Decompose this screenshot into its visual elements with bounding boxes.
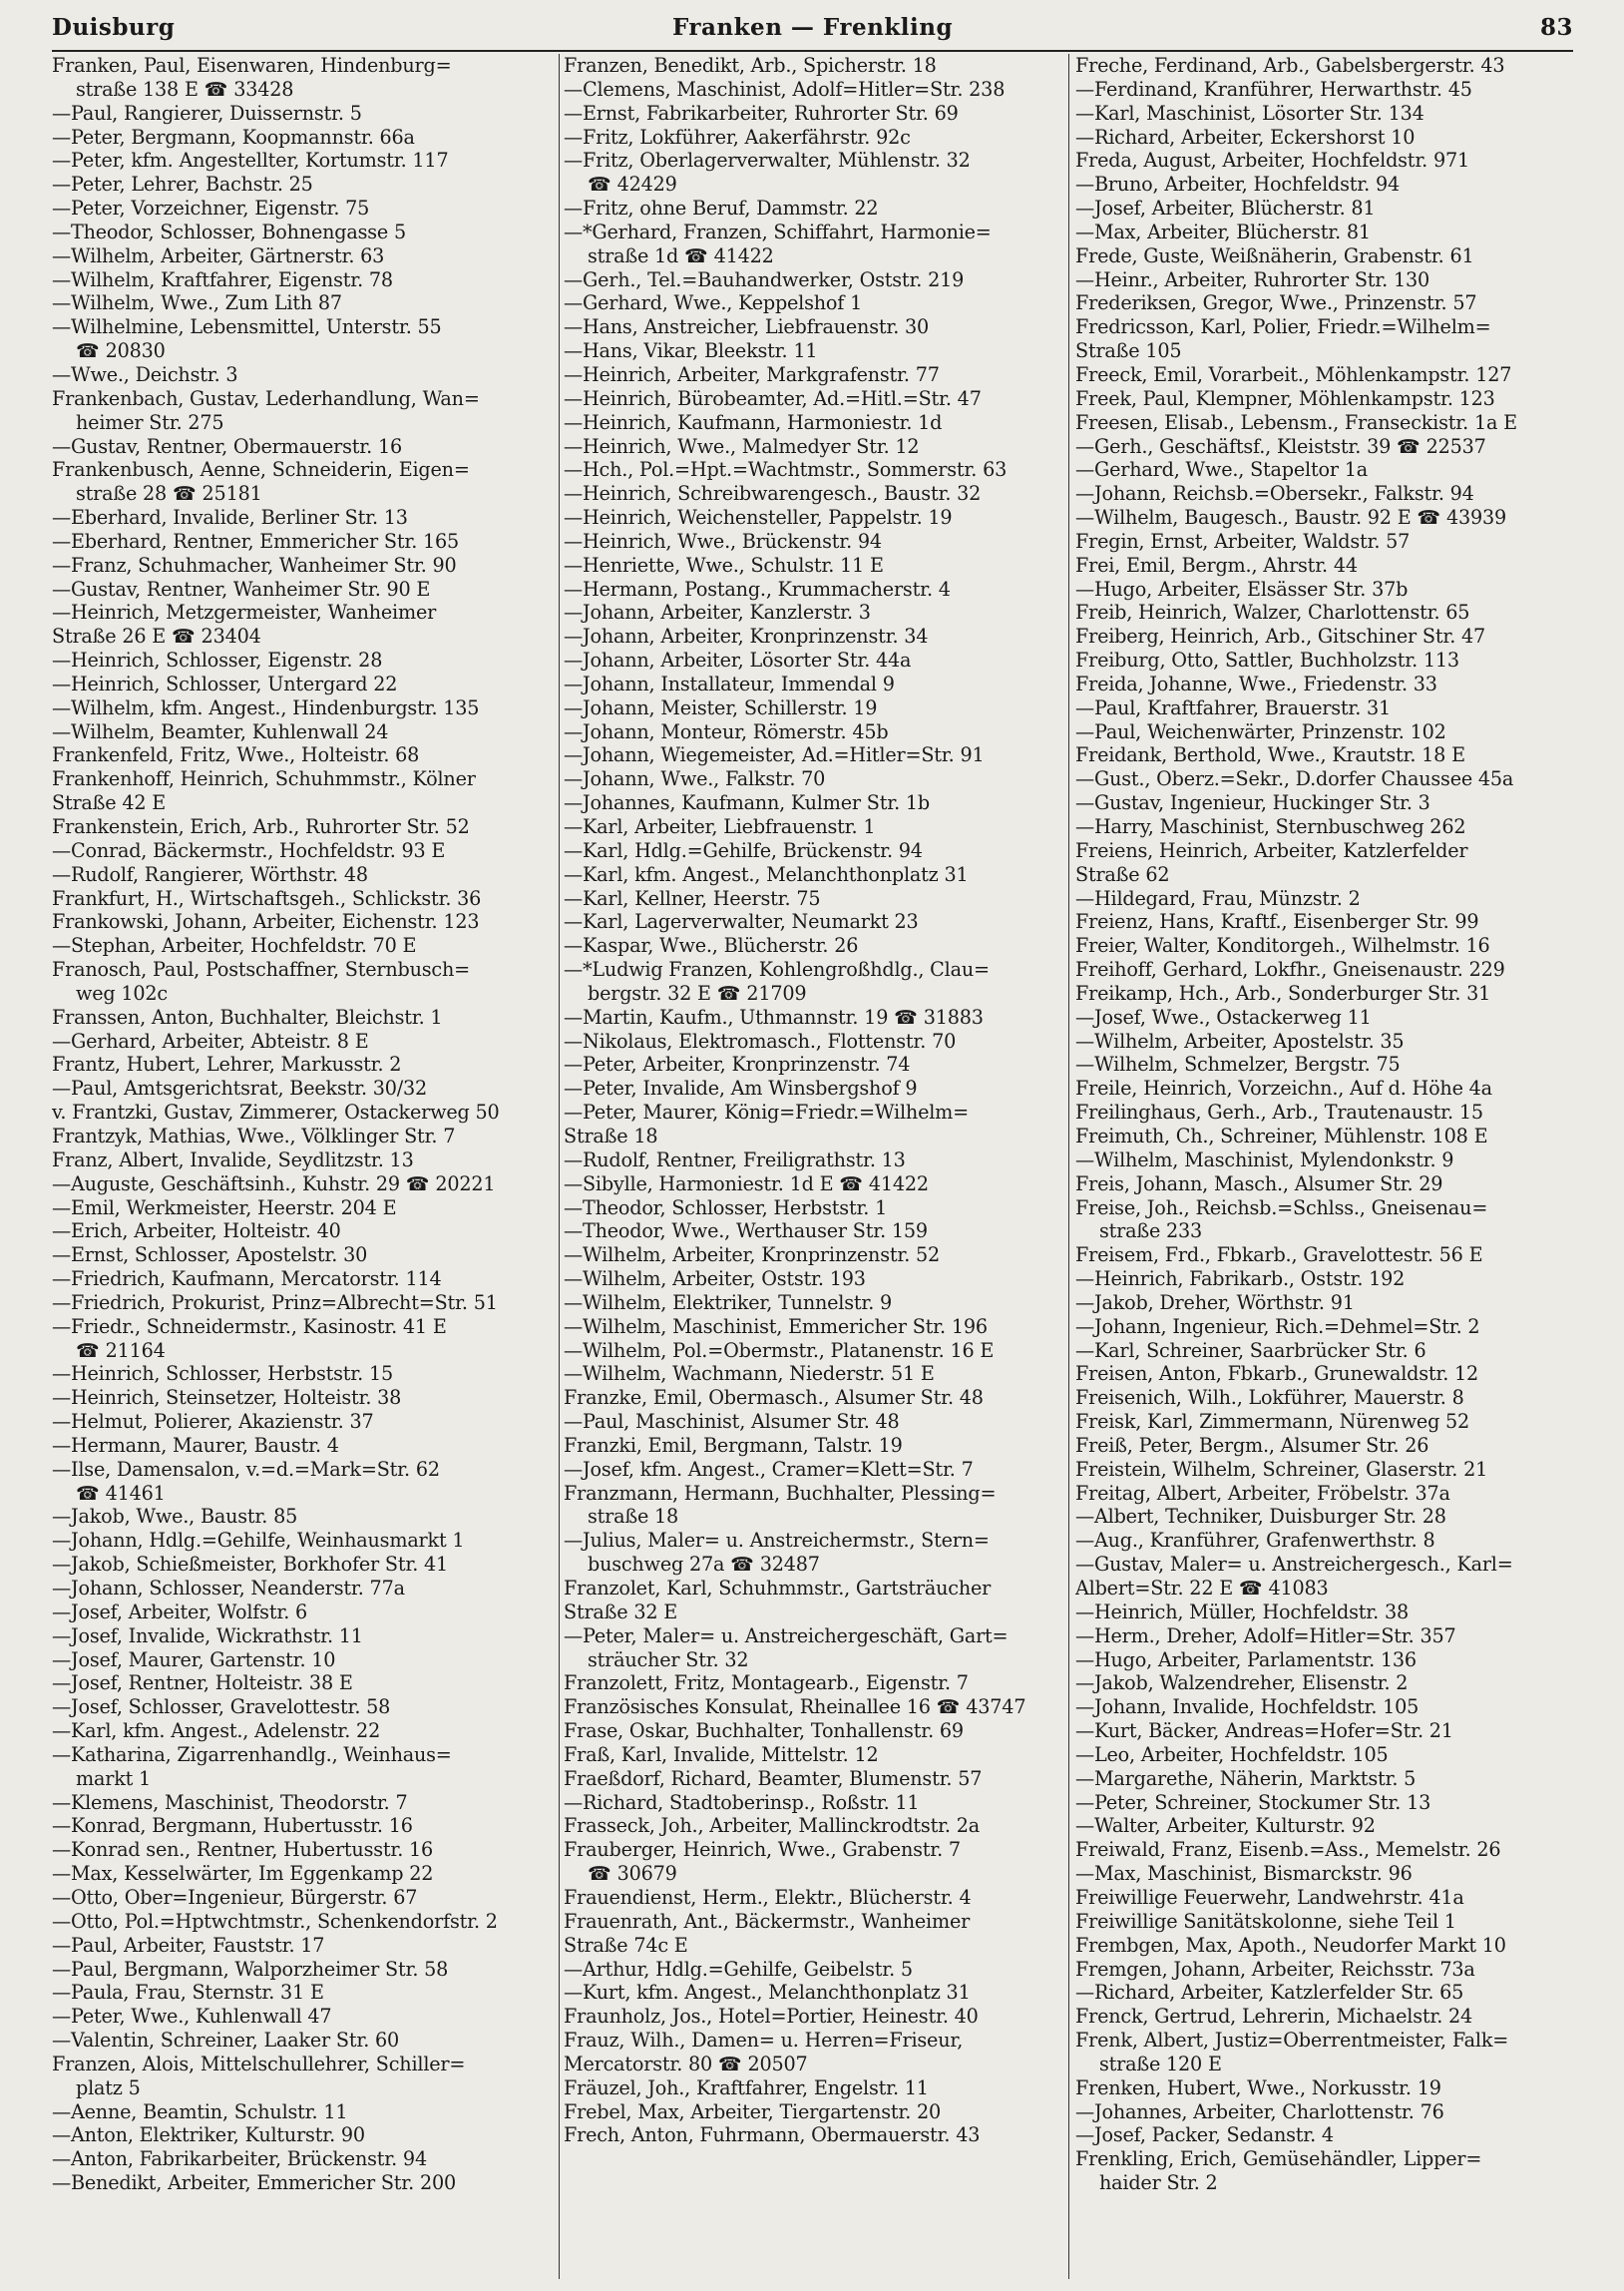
directory-entry-line: —Friedr., Schneidermstr., Kasinostr. 41 E: [52, 1314, 447, 1338]
directory-entry-line: —Theodor, Wwe., Werthauser Str. 159: [564, 1219, 928, 1243]
directory-entry-line: —Peter, kfm. Angestellter, Kortumstr. 117: [52, 149, 449, 173]
directory-entry-line: —Rudolf, Rangierer, Wörthstr. 48: [52, 862, 368, 886]
directory-entry-line: platz 5: [76, 2075, 141, 2099]
directory-entry-line: —Johann, Schlosser, Neanderstr. 77a: [52, 1577, 405, 1600]
directory-entry-line: Frenck, Gertrud, Lehrerin, Michaelstr. 24: [1075, 2005, 1473, 2029]
directory-entry-line: Freise, Joh., Reichsb.=Schlss., Gneisenau=: [1075, 1195, 1488, 1219]
directory-entry-line: —Richard, Stadtoberinsp., Roßstr. 11: [564, 1790, 920, 1814]
directory-entry-line: Frech, Anton, Fuhrmann, Obermauerstr. 43: [564, 2123, 981, 2147]
directory-entry-line: Franzki, Emil, Bergmann, Talstr. 19: [564, 1433, 903, 1457]
directory-column-2: [564, 54, 1062, 2279]
directory-entry-line: —Arthur, Hdlg.=Gehilfe, Geibelstr. 5: [564, 1957, 913, 1981]
directory-entry-line: —Karl, Lagerverwalter, Neumarkt 23: [564, 910, 919, 934]
directory-entry-line: —Hugo, Arbeiter, Elsässer Str. 37b: [1075, 577, 1409, 601]
directory-entry-line: —Peter, Invalide, Am Winsbergshof 9: [564, 1077, 918, 1101]
directory-entry-line: —Paul, Rangierer, Duissernstr. 5: [52, 101, 362, 125]
directory-entry-line: —Hermann, Maurer, Baustr. 4: [52, 1433, 339, 1457]
directory-entry-line: Frankenbach, Gustav, Lederhandlung, Wan=: [52, 386, 480, 410]
directory-entry-line: Freikamp, Hch., Arb., Sonderburger Str. 31: [1075, 981, 1491, 1005]
directory-entry-line: Straße 18: [564, 1124, 658, 1147]
directory-entry-line: —Josef, Invalide, Wickrathstr. 11: [52, 1623, 363, 1647]
directory-entry-line: —Otto, Pol.=Hptwchtmstr., Schenkendorfstr. 2: [52, 1909, 498, 1933]
directory-entry-line: —Erich, Arbeiter, Holteistr. 40: [52, 1219, 341, 1243]
directory-entry-line: —Hans, Vikar, Bleekstr. 11: [564, 339, 818, 363]
directory-entry-line: —Fritz, Oberlagerverwalter, Mühlenstr. 32: [564, 149, 971, 173]
directory-entry-line: Frase, Oskar, Buchhalter, Tonhallenstr. 69: [564, 1719, 964, 1743]
directory-entry-line: —Franz, Schuhmacher, Wanheimer Str. 90: [52, 553, 457, 577]
directory-entry-line: —Martin, Kaufm., Uthmannstr. 19 ☎ 31883: [564, 1005, 984, 1029]
directory-entry-line: —Gustav, Rentner, Wanheimer Str. 90 E: [52, 577, 431, 601]
directory-entry-line: Freiburg, Otto, Sattler, Buchholzstr. 113: [1075, 649, 1459, 673]
directory-entry-line: Französisches Konsulat, Rheinallee 16 ☎ 43747: [564, 1695, 1026, 1719]
directory-entry-line: —Josef, Arbeiter, Wolfstr. 6: [52, 1600, 308, 1623]
directory-entry-line: —Ilse, Damensalon, v.=d.=Mark=Str. 62: [52, 1457, 440, 1481]
directory-entry-line: Frankenhoff, Heinrich, Schuhmmstr., Kölner: [52, 767, 476, 791]
directory-entry-line: —Wilhelm, Baugesch., Baustr. 92 E ☎ 43939: [1075, 506, 1507, 530]
directory-entry-line: Franssen, Anton, Buchhalter, Bleichstr. 1: [52, 1005, 443, 1029]
directory-entry-line: —Richard, Arbeiter, Katzlerfelder Str. 65: [1075, 1981, 1464, 2005]
directory-entry-line: —Karl, Schreiner, Saarbrücker Str. 6: [1075, 1338, 1426, 1362]
directory-entry-line: —Anton, Fabrikarbeiter, Brückenstr. 94: [52, 2147, 427, 2171]
directory-entry-line: —Josef, Schlosser, Gravelottestr. 58: [52, 1695, 391, 1719]
directory-entry-line: —Heinrich, Fabrikarb., Oststr. 192: [1075, 1267, 1406, 1291]
directory-entry-line: —Karl, kfm. Angest., Adelenstr. 22: [52, 1719, 381, 1743]
directory-entry-line: Frankenbusch, Aenne, Schneiderin, Eigen=: [52, 458, 470, 482]
directory-entry-line: —Peter, Maler= u. Anstreichergeschäft, Gart=: [564, 1623, 1009, 1647]
directory-entry-line: —Stephan, Arbeiter, Hochfeldstr. 70 E: [52, 934, 417, 958]
directory-entry-line: Freib, Heinrich, Walzer, Charlottenstr. 65: [1075, 601, 1470, 625]
directory-entry-line: Freeck, Emil, Vorarbeit., Möhlenkampstr. 127: [1075, 362, 1512, 386]
directory-entry-line: —Heinrich, Metzgermeister, Wanheimer: [52, 601, 437, 625]
directory-entry-line: straße 18: [588, 1505, 679, 1529]
directory-entry-line: —Kaspar, Wwe., Blücherstr. 26: [564, 934, 859, 958]
directory-entry-line: —Wilhelm, Wwe., Zum Lith 87: [52, 291, 342, 315]
directory-entry-line: —Johann, Meister, Schillerstr. 19: [564, 695, 878, 719]
directory-entry-line: —Wilhelm, Pol.=Obermstr., Platanenstr. 16 E: [564, 1338, 995, 1362]
directory-entry-line: —Heinrich, Schreibwarengesch., Baustr. 32: [564, 482, 982, 506]
directory-entry-line: Frei, Emil, Bergm., Ahrstr. 44: [1075, 553, 1358, 577]
directory-entry-line: —Paul, Arbeiter, Fauststr. 17: [52, 1933, 325, 1957]
directory-entry-line: —Heinrich, Weichensteller, Pappelstr. 19: [564, 506, 953, 530]
directory-entry-line: —Wilhelm, Beamter, Kuhlenwall 24: [52, 719, 389, 743]
directory-entry-line: —Heinrich, Wwe., Malmedyer Str. 12: [564, 434, 920, 458]
directory-entry-line: Frankowski, Johann, Arbeiter, Eichenstr. 123: [52, 910, 480, 934]
directory-entry-line: —Josef, Rentner, Holteistr. 38 E: [52, 1671, 353, 1695]
directory-entry-line: —Johann, Installateur, Immendal 9: [564, 672, 895, 695]
directory-entry-line: —Auguste, Geschäftsinh., Kuhstr. 29 ☎ 20221: [52, 1171, 496, 1195]
directory-entry-line: Freiwillige Sanitätskolonne, siehe Teil 1: [1075, 1909, 1456, 1933]
directory-entry-line: ☎ 42429: [588, 173, 677, 197]
directory-entry-line: —Wilhelmine, Lebensmittel, Unterstr. 55: [52, 315, 442, 339]
directory-entry-line: buschweg 27a ☎ 32487: [588, 1553, 820, 1577]
directory-entry-line: —Johann, Reichsb.=Obersekr., Falkstr. 94: [1075, 482, 1474, 506]
directory-entry-line: —Heinrich, Schlosser, Untergard 22: [52, 672, 398, 695]
directory-entry-line: —Heinr., Arbeiter, Ruhrorter Str. 130: [1075, 267, 1429, 291]
directory-entry-line: sträucher Str. 32: [588, 1647, 749, 1671]
directory-entry-line: Franzen, Benedikt, Arb., Spicherstr. 18: [564, 54, 937, 77]
directory-entry-line: ☎ 41461: [76, 1481, 166, 1505]
directory-entry-line: —Nikolaus, Elektromasch., Flottenstr. 70: [564, 1029, 957, 1053]
directory-entry-line: —*Gerhard, Franzen, Schiffahrt, Harmonie=: [564, 220, 992, 243]
directory-entry-line: —Johann, Wwe., Falkstr. 70: [564, 767, 826, 791]
directory-entry-line: Franzolett, Fritz, Montagearb., Eigenstr. 7: [564, 1671, 969, 1695]
directory-entry-line: —Heinrich, Bürobeamter, Ad.=Hitl.=Str. 47: [564, 386, 982, 410]
directory-entry-line: Straße 42 E: [52, 791, 167, 815]
directory-entry-line: —Hildegard, Frau, Münzstr. 2: [1075, 886, 1361, 910]
directory-entry-line: —Herm., Dreher, Adolf=Hitler=Str. 357: [1075, 1623, 1456, 1647]
directory-entry-line: ☎ 20830: [76, 339, 166, 363]
directory-entry-line: straße 138 E ☎ 33428: [76, 77, 294, 101]
directory-entry-line: —Wilhelm, Arbeiter, Apostelstr. 35: [1075, 1029, 1405, 1053]
directory-entry-line: —Henriette, Wwe., Schulstr. 11 E: [564, 553, 884, 577]
directory-entry-line: Frankenstein, Erich, Arb., Ruhrorter Str. 52: [52, 815, 470, 838]
directory-entry-line: Franz, Albert, Invalide, Seydlitzstr. 13: [52, 1147, 414, 1171]
directory-entry-line: —Josef, Arbeiter, Blücherstr. 81: [1075, 197, 1376, 221]
directory-entry-line: —Paul, Amtsgerichtsrat, Beekstr. 30/32: [52, 1077, 428, 1101]
directory-entry-line: —Jakob, Schießmeister, Borkhofer Str. 41: [52, 1553, 449, 1577]
directory-entry-line: —Heinrich, Müller, Hochfeldstr. 38: [1075, 1600, 1409, 1623]
directory-entry-line: —Gust., Oberz.=Sekr., D.dorfer Chaussee 45a: [1075, 767, 1514, 791]
directory-entry-line: Franzen, Alois, Mittelschullehrer, Schiller=: [52, 2052, 466, 2075]
directory-entry-line: —Albert, Techniker, Duisburger Str. 28: [1075, 1505, 1446, 1529]
directory-entry-line: Freistein, Wilhelm, Schreiner, Glaserstr. 21: [1075, 1457, 1488, 1481]
directory-entry-line: bergstr. 32 E ☎ 21709: [588, 981, 807, 1005]
directory-entry-line: —Paula, Frau, Sternstr. 31 E: [52, 1981, 324, 2005]
directory-entry-line: —Hugo, Arbeiter, Parlamentstr. 136: [1075, 1647, 1417, 1671]
directory-column-3: [1075, 54, 1574, 2279]
directory-entry-line: —Gerhard, Wwe., Keppelshof 1: [564, 291, 863, 315]
directory-entry-line: —Eberhard, Invalide, Berliner Str. 13: [52, 506, 408, 530]
directory-entry-line: Freiwillige Feuerwehr, Landwehrstr. 41a: [1075, 1885, 1464, 1909]
directory-entry-line: —Heinrich, Steinsetzer, Holteistr. 38: [52, 1386, 402, 1410]
directory-entry-line: —Karl, Maschinist, Lösorter Str. 134: [1075, 101, 1424, 125]
directory-entry-line: Fraunholz, Jos., Hotel=Portier, Heinestr. 40: [564, 2005, 979, 2029]
directory-entry-line: —Wilhelm, Elektriker, Tunnelstr. 9: [564, 1290, 893, 1314]
directory-entry-line: —Josef, Maurer, Gartenstr. 10: [52, 1647, 336, 1671]
directory-entry-line: Freisk, Karl, Zimmermann, Nürenweg 52: [1075, 1410, 1470, 1434]
directory-entry-line: Freilinghaus, Gerh., Arb., Trautenaustr. 15: [1075, 1101, 1483, 1125]
directory-entry-line: —Richard, Arbeiter, Eckershorst 10: [1075, 125, 1416, 149]
directory-entry-line: Freiwald, Franz, Eisenb.=Ass., Memelstr. 26: [1075, 1838, 1501, 1862]
directory-entry-line: heimer Str. 275: [76, 410, 224, 434]
directory-entry-line: ☎ 21164: [76, 1338, 166, 1362]
directory-entry-line: —Johann, Arbeiter, Kronprinzenstr. 34: [564, 625, 929, 649]
directory-entry-line: ☎ 30679: [588, 1862, 677, 1886]
directory-entry-line: Frauberger, Heinrich, Wwe., Grabenstr. 7: [564, 1838, 961, 1862]
directory-entry-line: —Helmut, Polierer, Akazienstr. 37: [52, 1410, 374, 1434]
directory-entry-line: Fraß, Karl, Invalide, Mittelstr. 12: [564, 1742, 879, 1766]
directory-entry-line: —Kurt, Bäcker, Andreas=Hofer=Str. 21: [1075, 1719, 1453, 1743]
directory-entry-line: —Rudolf, Rentner, Freiligrathstr. 13: [564, 1147, 906, 1171]
directory-entry-line: Franzmann, Hermann, Buchhalter, Plessing=: [564, 1481, 997, 1505]
directory-entry-line: —Jakob, Walzendreher, Elisenstr. 2: [1075, 1671, 1409, 1695]
directory-entry-line: —Hch., Pol.=Hpt.=Wachtmstr., Sommerstr. 63: [564, 458, 1008, 482]
directory-entry-line: —Peter, Wwe., Kuhlenwall 47: [52, 2005, 332, 2029]
header-name-range: Franken — Frenkling: [671, 14, 954, 41]
directory-entry-line: —Paul, Bergmann, Walporzheimer Str. 58: [52, 1957, 449, 1981]
directory-entry-line: —Johannes, Kaufmann, Kulmer Str. 1b: [564, 791, 930, 815]
directory-entry-line: —Heinrich, Kaufmann, Harmoniestr. 1d: [564, 410, 943, 434]
directory-entry-line: Frederiksen, Gregor, Wwe., Prinzenstr. 57: [1075, 291, 1477, 315]
page-header: [52, 6, 1573, 52]
directory-entry-line: Freesen, Elisab., Lebensm., Franseckistr. 1a E: [1075, 410, 1517, 434]
directory-entry-line: Frankfurt, H., Wirtschaftsgeh., Schlickstr. 36: [52, 886, 482, 910]
directory-entry-line: Fraeßdorf, Richard, Beamter, Blumenstr. 57: [564, 1766, 983, 1790]
directory-entry-line: Straße 105: [1075, 339, 1182, 363]
directory-entry-line: —Ernst, Fabrikarbeiter, Ruhrorter Str. 69: [564, 101, 959, 125]
directory-entry-line: —Walter, Arbeiter, Kulturstr. 92: [1075, 1814, 1376, 1838]
directory-entry-line: —Heinrich, Schlosser, Herbststr. 15: [52, 1362, 393, 1386]
directory-entry-line: Freiberg, Heinrich, Arb., Gitschiner Str. 47: [1075, 625, 1486, 649]
directory-entry-line: —Jakob, Wwe., Baustr. 85: [52, 1505, 298, 1529]
directory-entry-line: Freis, Johann, Masch., Alsumer Str. 29: [1075, 1171, 1443, 1195]
directory-entry-line: Franosch, Paul, Postschaffner, Sternbusch=: [52, 958, 470, 982]
directory-entry-line: —Gerhard, Wwe., Stapeltor 1a: [1075, 458, 1368, 482]
directory-entry-line: —Max, Kesselwärter, Im Eggenkamp 22: [52, 1862, 434, 1886]
directory-entry-line: v. Frantzki, Gustav, Zimmerer, Ostackerweg 50: [52, 1101, 500, 1125]
directory-entry-line: —Jakob, Dreher, Wörthstr. 91: [1075, 1290, 1355, 1314]
directory-entry-line: Fremgen, Johann, Arbeiter, Reichsstr. 73a: [1075, 1957, 1475, 1981]
directory-entry-line: —Paul, Maschinist, Alsumer Str. 48: [564, 1410, 900, 1434]
directory-entry-line: Frebel, Max, Arbeiter, Tiergartenstr. 20: [564, 2099, 942, 2123]
directory-entry-line: —Paul, Weichenwärter, Prinzenstr. 102: [1075, 719, 1446, 743]
directory-entry-line: —Wwe., Deichstr. 3: [52, 362, 238, 386]
directory-entry-line: —Konrad, Bergmann, Hubertusstr. 16: [52, 1814, 413, 1838]
directory-entry-line: Freisem, Frd., Fbkarb., Gravelottestr. 56 E: [1075, 1243, 1483, 1267]
directory-entry-line: Freiens, Heinrich, Arbeiter, Katzlerfelder: [1075, 838, 1468, 862]
directory-entry-line: —Wilhelm, Arbeiter, Gärtnerstr. 63: [52, 243, 385, 267]
directory-entry-line: —Fritz, ohne Beruf, Dammstr. 22: [564, 197, 879, 221]
directory-entry-line: Freisen, Anton, Fbkarb., Grunewaldstr. 12: [1075, 1362, 1479, 1386]
directory-entry-line: —Kurt, kfm. Angest., Melanchthonplatz 31: [564, 1981, 971, 2005]
directory-entry-line: —Bruno, Arbeiter, Hochfeldstr. 94: [1075, 173, 1400, 197]
directory-column-1: [52, 54, 559, 2279]
directory-entry-line: Frauenrath, Ant., Bäckermstr., Wanheimer: [564, 1909, 971, 1933]
directory-entry-line: Freile, Heinrich, Vorzeichn., Auf d. Höhe 4a: [1075, 1077, 1492, 1101]
directory-entry-line: —Josef, Wwe., Ostackerweg 11: [1075, 1005, 1372, 1029]
directory-entry-line: —Theodor, Schlosser, Herbststr. 1: [564, 1195, 888, 1219]
directory-entry-line: haider Str. 2: [1099, 2171, 1218, 2195]
directory-entry-line: Freche, Ferdinand, Arb., Gabelsbergerstr. 43: [1075, 54, 1505, 77]
directory-entry-line: —Johann, Arbeiter, Kanzlerstr. 3: [564, 601, 871, 625]
directory-entry-line: —Emil, Werkmeister, Heerstr. 204 E: [52, 1195, 397, 1219]
directory-entry-line: —Gustav, Ingenieur, Huckinger Str. 3: [1075, 791, 1430, 815]
directory-entry-line: —Johann, Invalide, Hochfeldstr. 105: [1075, 1695, 1420, 1719]
directory-entry-line: —Conrad, Bäckermstr., Hochfeldstr. 93 E: [52, 838, 446, 862]
directory-entry-line: markt 1: [76, 1766, 152, 1790]
directory-entry-line: —Johann, Wiegemeister, Ad.=Hitler=Str. 91: [564, 743, 985, 767]
directory-entry-line: —Benedikt, Arbeiter, Emmericher Str. 200: [52, 2171, 456, 2195]
directory-entry-line: —Gustav, Maler= u. Anstreichergesch., Karl=: [1075, 1553, 1513, 1577]
directory-entry-line: Frauz, Wilh., Damen= u. Herren=Friseur,: [564, 2029, 964, 2053]
directory-entry-line: Straße 26 E ☎ 23404: [52, 625, 261, 649]
directory-entry-line: Freisenich, Wilh., Lokführer, Mauerstr. 8: [1075, 1386, 1464, 1410]
directory-entry-line: Straße 74c E: [564, 1933, 688, 1957]
directory-entry-line: —Heinrich, Arbeiter, Markgrafenstr. 77: [564, 362, 940, 386]
directory-entry-line: —Peter, Lehrer, Bachstr. 25: [52, 173, 313, 197]
directory-entry-line: —Wilhelm, Arbeiter, Oststr. 193: [564, 1267, 866, 1291]
directory-entry-line: —Hermann, Postang., Krummacherstr. 4: [564, 577, 951, 601]
directory-entry-line: —Max, Arbeiter, Blücherstr. 81: [1075, 220, 1371, 243]
directory-entry-line: —Wilhelm, Schmelzer, Bergstr. 75: [1075, 1053, 1401, 1077]
directory-entry-line: —Konrad sen., Rentner, Hubertusstr. 16: [52, 1838, 434, 1862]
directory-entry-line: Frede, Guste, Weißnäherin, Grabenstr. 61: [1075, 243, 1474, 267]
directory-entry-line: Freida, Johanne, Wwe., Friedenstr. 33: [1075, 672, 1437, 695]
directory-entry-line: —Hans, Anstreicher, Liebfrauenstr. 30: [564, 315, 930, 339]
directory-entry-line: Freier, Walter, Konditorgeh., Wilhelmstr. 16: [1075, 934, 1490, 958]
directory-entry-line: Fräuzel, Joh., Kraftfahrer, Engelstr. 11: [564, 2075, 929, 2099]
directory-entry-line: Frembgen, Max, Apoth., Neudorfer Markt 10: [1075, 1933, 1506, 1957]
directory-entry-line: —Anton, Elektriker, Kulturstr. 90: [52, 2123, 365, 2147]
directory-entry-line: —Wilhelm, Kraftfahrer, Eigenstr. 78: [52, 267, 393, 291]
directory-entry-line: Freiß, Peter, Bergm., Alsumer Str. 26: [1075, 1433, 1429, 1457]
directory-entry-line: —Karl, kfm. Angest., Melanchthonplatz 31: [564, 862, 969, 886]
directory-entry-line: —Karl, Hdlg.=Gehilfe, Brückenstr. 94: [564, 838, 923, 862]
directory-entry-line: —Wilhelm, Wachmann, Niederstr. 51 E: [564, 1362, 935, 1386]
directory-entry-line: —Wilhelm, Maschinist, Mylendonkstr. 9: [1075, 1147, 1454, 1171]
directory-entry-line: —Wilhelm, Maschinist, Emmericher Str. 196: [564, 1314, 988, 1338]
directory-entry-line: Franken, Paul, Eisenwaren, Hindenburg=: [52, 54, 452, 77]
directory-entry-line: —Aug., Kranführer, Grafenwerthstr. 8: [1075, 1529, 1435, 1553]
directory-entry-line: —Margarethe, Näherin, Marktstr. 5: [1075, 1766, 1417, 1790]
directory-entry-line: —Josef, kfm. Angest., Cramer=Klett=Str. 7: [564, 1457, 974, 1481]
directory-entry-line: Freihoff, Gerhard, Lokfhr., Gneisenaustr. 229: [1075, 958, 1505, 982]
directory-entry-line: —Peter, Vorzeichner, Eigenstr. 75: [52, 197, 370, 221]
directory-entry-line: —Heinrich, Schlosser, Eigenstr. 28: [52, 649, 383, 673]
directory-entry-line: —Gustav, Rentner, Obermauerstr. 16: [52, 434, 402, 458]
directory-entry-line: —Klemens, Maschinist, Theodorstr. 7: [52, 1790, 408, 1814]
directory-entry-line: —Gerh., Geschäftsf., Kleiststr. 39 ☎ 22537: [1075, 434, 1486, 458]
directory-entry-line: —Johann, Hdlg.=Gehilfe, Weinhausmarkt 1: [52, 1529, 465, 1553]
directory-entry-line: Albert=Str. 22 E ☎ 41083: [1075, 1577, 1329, 1600]
directory-entry-line: —Sibylle, Harmoniestr. 1d E ☎ 41422: [564, 1171, 929, 1195]
directory-entry-line: Franzke, Emil, Obermasch., Alsumer Str. 48: [564, 1386, 984, 1410]
directory-entry-line: —Josef, Packer, Sedanstr. 4: [1075, 2123, 1334, 2147]
directory-entry-line: —Friedrich, Prokurist, Prinz=Albrecht=Str. 51: [52, 1290, 498, 1314]
directory-entry-line: Freienz, Hans, Kraftf., Eisenberger Str. 99: [1075, 910, 1479, 934]
directory-entry-line: —Johannes, Arbeiter, Charlottenstr. 76: [1075, 2099, 1444, 2123]
column-divider: [559, 54, 560, 2279]
directory-entry-line: Frantzyk, Mathias, Wwe., Völklinger Str. 7: [52, 1124, 456, 1147]
directory-entry-line: —Paul, Kraftfahrer, Brauerstr. 31: [1075, 695, 1392, 719]
directory-entry-line: —Wilhelm, kfm. Angest., Hindenburgstr. 135: [52, 695, 480, 719]
directory-entry-line: Frantz, Hubert, Lehrer, Markusstr. 2: [52, 1053, 402, 1077]
directory-entry-line: —Friedrich, Kaufmann, Mercatorstr. 114: [52, 1267, 442, 1291]
directory-entry-line: —Fritz, Lokführer, Aakerfährstr. 92c: [564, 125, 911, 149]
directory-entry-line: —Heinrich, Wwe., Brückenstr. 94: [564, 529, 882, 553]
page-number: 83: [1539, 14, 1573, 41]
directory-entry-line: —Otto, Ober=Ingenieur, Bürgerstr. 67: [52, 1885, 418, 1909]
directory-entry-line: —Karl, Kellner, Heerstr. 75: [564, 886, 821, 910]
directory-entry-line: Freda, August, Arbeiter, Hochfeldstr. 971: [1075, 149, 1470, 173]
directory-entry-line: —Ferdinand, Kranführer, Herwarthstr. 45: [1075, 77, 1472, 101]
directory-entry-line: Freitag, Albert, Arbeiter, Fröbelstr. 37a: [1075, 1481, 1450, 1505]
directory-entry-line: weg 102c: [76, 981, 168, 1005]
directory-entry-line: —Eberhard, Rentner, Emmericher Str. 165: [52, 529, 460, 553]
directory-entry-line: —Ernst, Schlosser, Apostelstr. 30: [52, 1243, 368, 1267]
directory-entry-line: Franzolet, Karl, Schuhmmstr., Gartsträucher: [564, 1577, 992, 1600]
directory-entry-line: Frauendienst, Herm., Elektr., Blücherstr. 4: [564, 1885, 972, 1909]
directory-entry-line: —Karl, Arbeiter, Liebfrauenstr. 1: [564, 815, 876, 838]
directory-entry-line: straße 120 E: [1099, 2052, 1222, 2075]
directory-entry-line: —Johann, Ingenieur, Rich.=Dehmel=Str. 2: [1075, 1314, 1480, 1338]
directory-entry-line: Frankenfeld, Fritz, Wwe., Holteistr. 68: [52, 743, 420, 767]
directory-entry-line: —Gerh., Tel.=Bauhandwerker, Oststr. 219: [564, 267, 965, 291]
directory-entry-line: Straße 32 E: [564, 1600, 678, 1623]
directory-entry-line: Frasseck, Joh., Arbeiter, Mallinckrodtstr. 2a: [564, 1814, 980, 1838]
directory-entry-line: —Leo, Arbeiter, Hochfeldstr. 105: [1075, 1742, 1389, 1766]
directory-entry-line: —Wilhelm, Arbeiter, Kronprinzenstr. 52: [564, 1243, 941, 1267]
directory-entry-line: —Julius, Maler= u. Anstreichermstr., Stern=: [564, 1529, 990, 1553]
directory-entry-line: Straße 62: [1075, 862, 1170, 886]
directory-entry-line: —Valentin, Schreiner, Laaker Str. 60: [52, 2029, 400, 2053]
directory-entry-line: straße 28 ☎ 25181: [76, 482, 262, 506]
column-divider: [1068, 54, 1069, 2279]
directory-entry-line: —Aenne, Beamtin, Schulstr. 11: [52, 2099, 348, 2123]
directory-entry-line: —Johann, Monteur, Römerstr. 45b: [564, 719, 889, 743]
directory-entry-line: —Johann, Arbeiter, Lösorter Str. 44a: [564, 649, 912, 673]
directory-entry-line: Freimuth, Ch., Schreiner, Mühlenstr. 108 E: [1075, 1124, 1488, 1147]
header-city: Duisburg: [52, 14, 176, 41]
directory-entry-line: —Gerhard, Arbeiter, Abteistr. 8 E: [52, 1029, 369, 1053]
directory-entry-line: —Harry, Maschinist, Sternbuschweg 262: [1075, 815, 1466, 838]
directory-entry-line: —*Ludwig Franzen, Kohlengroßhdlg., Clau=: [564, 958, 990, 982]
directory-entry-line: Freidank, Berthold, Wwe., Krautstr. 18 E: [1075, 743, 1465, 767]
directory-entry-line: —Max, Maschinist, Bismarckstr. 96: [1075, 1862, 1413, 1886]
directory-entry-line: —Katharina, Zigarrenhandlg., Weinhaus=: [52, 1742, 452, 1766]
directory-entry-line: —Peter, Maurer, König=Friedr.=Wilhelm=: [564, 1101, 970, 1125]
directory-entry-line: Frenkling, Erich, Gemüsehändler, Lipper=: [1075, 2147, 1482, 2171]
directory-entry-line: —Peter, Schreiner, Stockumer Str. 13: [1075, 1790, 1431, 1814]
directory-entry-line: Frenk, Albert, Justiz=Oberrentmeister, Falk=: [1075, 2029, 1509, 2053]
directory-entry-line: —Clemens, Maschinist, Adolf=Hitler=Str. 238: [564, 77, 1006, 101]
directory-entry-line: —Peter, Arbeiter, Kronprinzenstr. 74: [564, 1053, 911, 1077]
directory-entry-line: Frenken, Hubert, Wwe., Norkusstr. 19: [1075, 2075, 1441, 2099]
directory-entry-line: —Theodor, Schlosser, Bohnengasse 5: [52, 220, 406, 243]
directory-entry-line: Freek, Paul, Klempner, Möhlenkampstr. 123: [1075, 386, 1495, 410]
directory-entry-line: straße 233: [1099, 1219, 1203, 1243]
directory-entry-line: Fregin, Ernst, Arbeiter, Waldstr. 57: [1075, 529, 1411, 553]
directory-entry-line: —Peter, Bergmann, Koopmannstr. 66a: [52, 125, 415, 149]
directory-entry-line: Mercatorstr. 80 ☎ 20507: [564, 2052, 808, 2075]
directory-entry-line: Fredricsson, Karl, Polier, Friedr.=Wilhelm=: [1075, 315, 1491, 339]
directory-entry-line: straße 1d ☎ 41422: [588, 243, 774, 267]
